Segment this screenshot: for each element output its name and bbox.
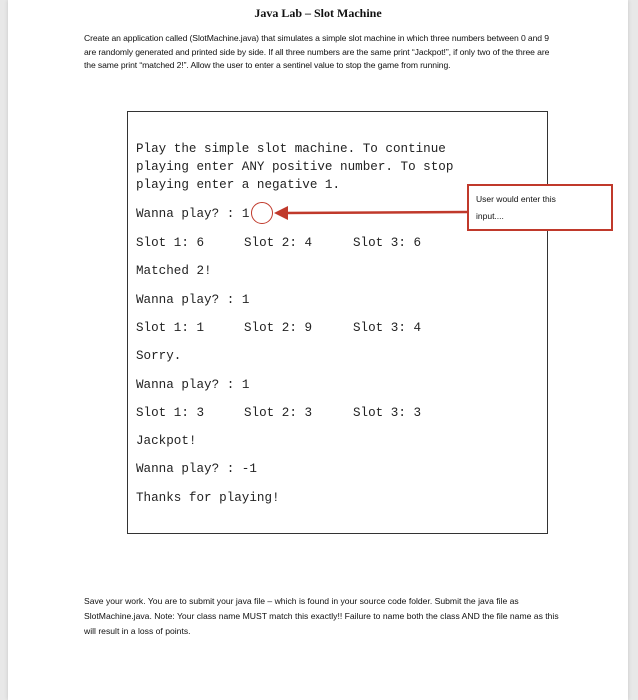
slot-value: Slot 2: 4 [244,236,313,250]
callout-text: User would enter this [476,194,556,204]
page-title: Java Lab – Slot Machine [254,6,382,20]
console-ask-line: Wanna play? : 1 [136,207,250,221]
console-ask-line: Wanna play? : 1 [136,293,250,307]
submission-instructions: Save your work. You are to submit your java file – which is found in your source code folder. Submit the java file as SlotMachine.java. Note: Your class name MUST match this exactly!! Failure to name both the class AND the file name as this will result in a loss of points. [84,596,559,636]
console-user-input: 1 [241,293,250,307]
slot-value: Slot 1: 1 [136,321,205,335]
console-prompt-line: playing enter ANY positive number. To stop [136,160,454,174]
console-result-line: Sorry. [136,349,182,363]
console-prompt-line: playing enter a negative 1. [136,178,341,192]
annotation-callout [467,184,613,231]
slot-value: Slot 2: 9 [244,321,313,335]
console-prompt-line: Play the simple slot machine. To continue [136,142,446,156]
callout-text: input.... [476,211,504,221]
slot-value: Slot 1: 6 [136,236,205,250]
slot-value: Slot 2: 3 [244,406,313,420]
console-result-line: Matched 2! [136,264,212,278]
console-goodbye-line: Thanks for playing! [136,491,280,505]
console-user-input: 1 [241,378,250,392]
console-ask-line: Wanna play? : -1 [136,462,257,476]
slot-value: Slot 1: 3 [136,406,205,420]
assignment-description: Create an application called (SlotMachine.java) that simulates a simple slot machine in which three numbers between 0 and 9 are randomly generated and printed side by side. If all three numbers are the same print “Jackpot!”, if only two of the three are the same print “matched 2!”. Allow the user to enter a sentinel value to stop the game from running. [84,33,550,70]
document-page [8,0,628,700]
console-result-line: Jackpot! [136,434,197,448]
slot-value: Slot 3: 4 [353,321,422,335]
slot-value: Slot 3: 6 [353,236,422,250]
slot-value: Slot 3: 3 [353,406,422,420]
console-ask-line: Wanna play? : 1 [136,378,250,392]
console-user-input: 1 [241,207,250,221]
